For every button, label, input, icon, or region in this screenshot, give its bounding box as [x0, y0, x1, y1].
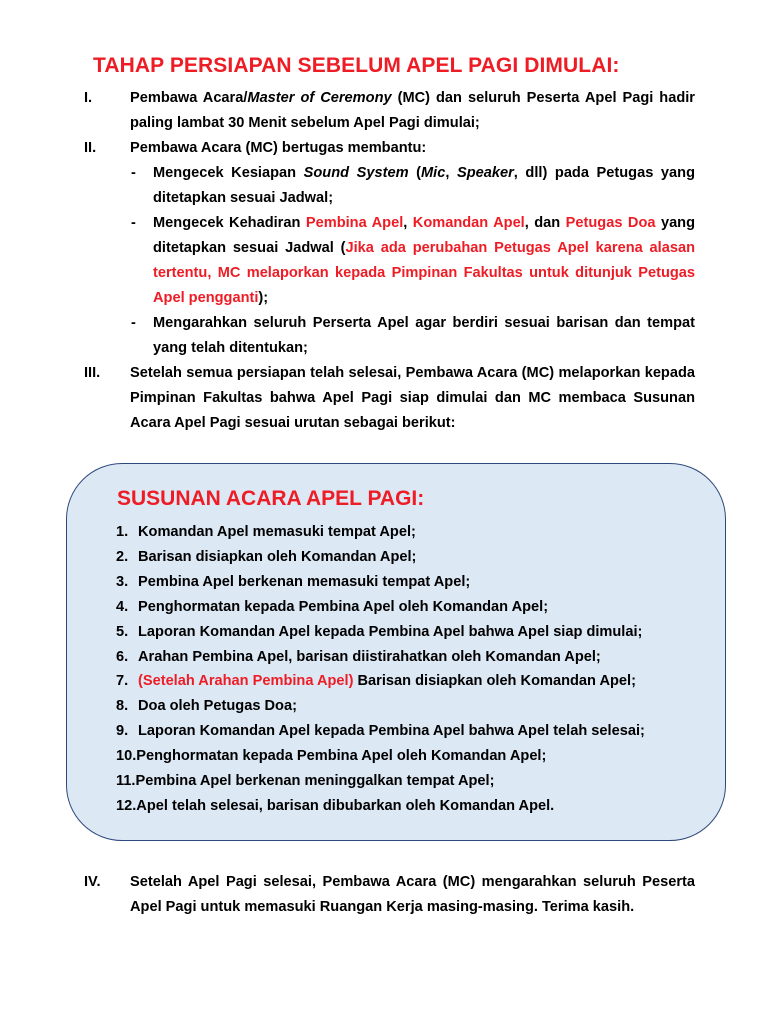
red-run: Pembina Apel: [305, 215, 404, 231]
item-number: 9.: [116, 723, 129, 740]
item-text: Apel telah selesai, barisan dibubarkan oleh Komandan Apel.: [136, 797, 555, 814]
item-number: 2.: [116, 548, 129, 565]
text-run: , dll) pada Petugas yang ditetapkan sesuai Jadwal;: [153, 165, 695, 206]
red-run: Petugas Doa: [565, 215, 656, 231]
italic-run: Master of Ceremony: [247, 90, 392, 106]
list-item: [116, 694, 645, 719]
red-run: Komandan Apel: [412, 215, 525, 231]
agenda-title: SUSUNAN ACARA APEL PAGI:: [117, 487, 425, 510]
section-text: Pembawa Acara (MC) bertugas membantu:: [130, 140, 427, 156]
text-run: Mengecek Kesiapan: [153, 165, 304, 181]
item-text: Pembina Apel berkenan meninggalkan tempat Apel;: [135, 773, 495, 790]
sub-item-text: [153, 211, 695, 311]
item-text: Penghormatan kepada Pembina Apel oleh Komandan Apel;: [136, 748, 547, 765]
item-text: Komandan Apel memasuki tempat Apel;: [138, 524, 416, 540]
item-number: 12.: [116, 797, 137, 814]
text-run: Mengecek Kehadiran: [153, 215, 306, 231]
list-item: [116, 520, 645, 545]
item-number: 7.: [116, 673, 129, 690]
list-item: [116, 769, 645, 794]
item-number: 3.: [116, 573, 129, 590]
dash-bullet: -: [131, 215, 136, 231]
item-text: Pembina Apel berkenan memasuki tempat Apel;: [138, 573, 471, 590]
text-run: );: [258, 290, 269, 306]
item-text: Barisan disiapkan oleh Komandan Apel;: [138, 548, 417, 565]
list-item: [116, 595, 645, 620]
text-run: , dan: [524, 215, 566, 231]
list-item: [116, 719, 645, 744]
section-number: IV.: [84, 874, 101, 890]
section-text: Setelah semua persiapan telah selesai, Pembawa Acara (MC) melaporkan kepada Pimpinan Fakultas bahwa Apel Pagi siap dimulai dan MC membaca Susunan Acara Apel Pagi sesuai urutan sebagai berikut:: [130, 365, 695, 431]
dash-bullet: -: [131, 315, 136, 331]
list-item: [116, 545, 645, 570]
dash-bullet: -: [131, 165, 136, 181]
item-red-text: (Setelah Arahan Pembina Apel): [138, 673, 354, 690]
item-number: 11.: [116, 773, 136, 790]
item-number: 1.: [116, 524, 129, 540]
section-text: [130, 86, 695, 136]
italic-run: Sound System: [303, 165, 409, 181]
section-number: I.: [84, 90, 93, 106]
list-item: [116, 794, 645, 819]
text-run: (MC) dan seluruh Peserta Apel Pagi hadir paling lambat 30 Menit sebelum Apel Pagi dimulai;: [130, 90, 695, 131]
red-run: Jika ada perubahan Petugas Apel karena alasan tertentu, MC melaporkan kepada Pimpinan Fakultas untuk ditunjuk Petugas Apel pengganti: [153, 240, 695, 306]
section-number: III.: [84, 365, 101, 381]
item-number: 5.: [116, 623, 129, 640]
list-item: [116, 744, 645, 769]
item-number: 10.: [116, 748, 137, 765]
text-run: (: [408, 165, 421, 181]
section-number: II.: [84, 140, 97, 156]
text-run: ,: [445, 165, 457, 181]
italic-run: Mic: [421, 165, 446, 181]
item-text: Laporan Komandan Apel kepada Pembina Apel bahwa Apel telah selesai;: [138, 723, 645, 740]
italic-run: Speaker: [456, 165, 514, 181]
list-item: [116, 620, 645, 645]
item-text: Arahan Pembina Apel, barisan diistirahatkan oleh Komandan Apel;: [138, 648, 601, 665]
list-item: [116, 645, 645, 670]
section-text: Setelah Apel Pagi selesai, Pembawa Acara (MC) mengarahkan seluruh Peserta Apel Pagi untuk memasuki Ruangan Kerja masing-masing. Terima kasih.: [130, 874, 695, 915]
list-item: [116, 669, 645, 694]
sub-item-text: Mengarahkan seluruh Perserta Apel agar berdiri sesuai barisan dan tempat yang telah ditentukan;: [153, 315, 695, 356]
item-number: 4.: [116, 598, 129, 615]
text-run: ,: [403, 215, 413, 231]
item-text: Laporan Komandan Apel kepada Pembina Apel bahwa Apel siap dimulai;: [138, 623, 643, 640]
item-text: Penghormatan kepada Pembina Apel oleh Komandan Apel;: [138, 598, 549, 615]
agenda-list: [116, 520, 645, 819]
list-item: [116, 570, 645, 595]
sub-item-text: [153, 161, 695, 211]
item-text: Barisan disiapkan oleh Komandan Apel;: [353, 673, 636, 690]
item-number: 6.: [116, 648, 129, 665]
item-text: Doa oleh Petugas Doa;: [138, 698, 297, 715]
text-run: yang ditetapkan sesuai Jadwal (: [153, 215, 696, 256]
item-number: 8.: [116, 698, 129, 715]
text-run: Pembawa Acara/: [130, 90, 248, 106]
page-heading: TAHAP PERSIAPAN SEBELUM APEL PAGI DIMULAI:: [93, 54, 620, 77]
